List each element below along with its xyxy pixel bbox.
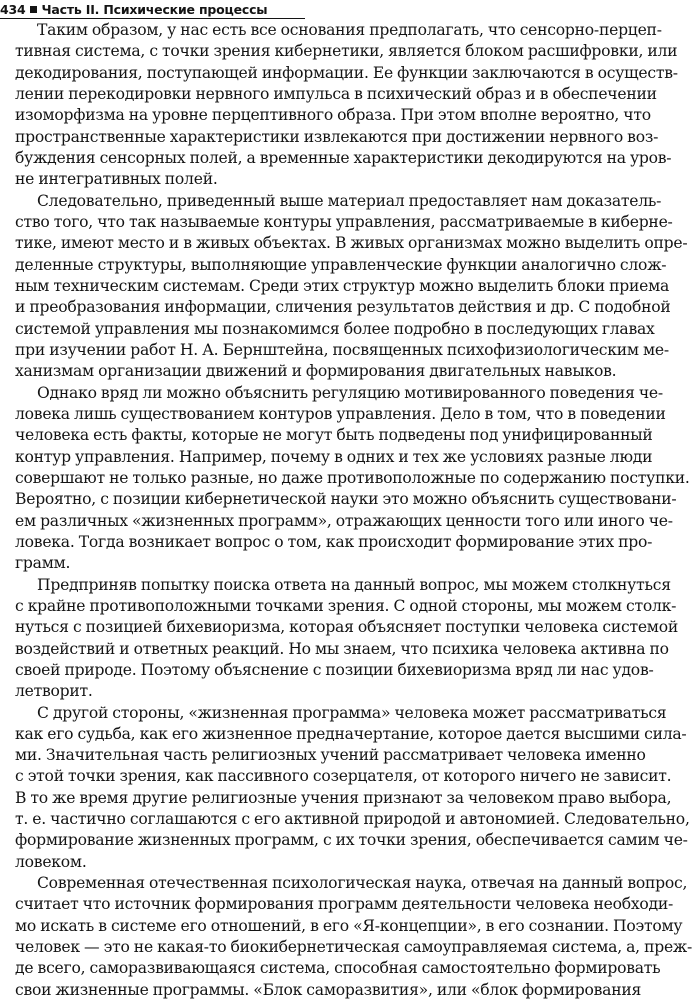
- text-line: С другой стороны, «жизненная программа» человека может рассматриваться: [37, 703, 667, 722]
- text-line: ханизмам организации движений и формирования двигательных навыков.: [15, 362, 617, 381]
- text-line: ство того, что так называемые контуры управления, рассматриваемые в киберне-: [15, 212, 673, 231]
- square-bullet-icon: [30, 6, 37, 13]
- text-line: ловека лишь существованием контуров управления. Дело в том, что в поведении: [15, 404, 666, 423]
- text-line: человек — это не какая-то биокибернетическая самоуправляемая система, а, преж-: [15, 938, 692, 957]
- text-line: с этой точки зрения, как пассивного созерцателя, от которого ничего не зависит.: [15, 767, 672, 786]
- text-line: как его судьба, как его жизненное предначертание, которое дается высшими сила-: [15, 724, 687, 743]
- text-line: совершают не только разные, но даже противоположные по содержанию поступки.: [15, 468, 690, 487]
- running-head: [0, 0, 267, 18]
- text-line: ми. Значительная часть религиозных учений рассматривает человека именно: [15, 746, 646, 765]
- text-line: формирование жизненных программ, с их точки зрения, обеспечивается самим че-: [15, 831, 688, 850]
- text-line: и преобразования информации, сличения результатов действия и др. С подобной: [15, 298, 671, 317]
- text-line: мо искать в системе его отношений, в его «Я-концепции», в его сознании. Поэтому: [15, 916, 683, 935]
- text-line: человека есть факты, которые не могут быть подведены под унифицированный: [15, 426, 653, 445]
- text-line: нуться с позицией бихевиоризма, которая объясняет поступки человека системой: [15, 618, 678, 637]
- body-text: [15, 20, 692, 1001]
- text-line: пространственные характеристики извлекаются при достижении нервного воз-: [15, 127, 659, 146]
- text-line: деленные структуры, выполняющие управленческие функции аналогично слож-: [15, 255, 667, 274]
- text-line: считает что источник формирования программ деятельности человека необходи-: [15, 895, 674, 914]
- text-line: грамм.: [15, 554, 71, 573]
- text-line: буждения сенсорных полей, а временные характеристики декодируются на уров-: [15, 148, 672, 167]
- page-number: 434: [0, 1, 26, 17]
- text-line: свои жизненные программы. «Блок саморазвития», или «блок формирования: [15, 980, 642, 999]
- text-line: ным техническим системам. Среди этих структур можно выделить блоки приема: [15, 276, 670, 295]
- text-line: контур управления. Например, почему в одних и тех же условиях разные люди: [15, 447, 653, 466]
- text-line: Современная отечественная психологическая наука, отвечая на данный вопрос,: [37, 874, 688, 893]
- text-line: Предприняв попытку поиска ответа на данный вопрос, мы можем столкнуться: [37, 575, 671, 594]
- paragraph: [15, 873, 692, 1001]
- text-line: Таким образом, у нас есть все основания предполагать, что сенсорно-перцеп-: [37, 21, 662, 39]
- text-line: системой управления мы познакомимся более подробно в последующих главах: [15, 319, 655, 338]
- text-line: Однако вряд ли можно объяснить регуляцию мотивированного поведения че-: [37, 383, 663, 402]
- text-line: летворит.: [15, 682, 93, 701]
- paragraph: [15, 575, 678, 703]
- text-line: при изучении работ Н. А. Бернштейна, посвященных психофизиологическим ме-: [15, 340, 669, 359]
- text-line: изоморфизма на уровне перцептивного образа. При этом вполне вероятно, что: [15, 106, 651, 125]
- chapter-title: Часть II. Психические процессы: [41, 1, 268, 17]
- text-line: тике, имеют место и в живых объектах. В живых организмах можно выделить опре-: [15, 234, 688, 253]
- text-line: лении перекодировки нервного импульса в психический образ и в обеспечении: [15, 84, 657, 103]
- text-line: ловека. Тогда возникает вопрос о том, как происходит формирование этих про-: [15, 532, 653, 551]
- text-line: тивная система, с точки зрения кибернетики, является блоком расшифровки, или: [15, 42, 678, 61]
- paragraph: [15, 20, 678, 191]
- text-line: декодирования, поступающей информации. Ее функции заключаются в осуществ-: [15, 63, 678, 82]
- text-line: с крайне противоположными точками зрения. С одной стороны, мы можем столк-: [15, 596, 677, 615]
- text-line: не интегративных полей.: [15, 170, 218, 189]
- text-line: воздействий и ответных реакций. Но мы знаем, что психика человека активна по: [15, 639, 669, 658]
- text-line: т. е. частично соглашаются с его активной природой и автономией. Следовательно,: [15, 810, 690, 829]
- text-line: ловеком.: [15, 852, 87, 871]
- text-line: де всего, саморазвивающаяся система, способная самостоятельно формировать: [15, 959, 661, 978]
- paragraph: [15, 383, 690, 575]
- header-rule: [0, 18, 305, 19]
- paragraph: [15, 191, 688, 383]
- text-line: Вероятно, с позиции кибернетической науки это можно объяснить существовани-: [15, 490, 677, 509]
- text-line: Следовательно, приведенный выше материал предоставляет нам доказатель-: [37, 191, 662, 210]
- paragraph: [15, 703, 690, 874]
- text-line: В то же время другие религиозные учения признают за человеком право выбора,: [15, 788, 672, 807]
- text-line: своей природе. Поэтому объяснение с позиции бихевиоризма вряд ли нас удов-: [15, 660, 654, 679]
- text-line: ем различных «жизненных программ», отражающих ценности того или иного че-: [15, 511, 673, 530]
